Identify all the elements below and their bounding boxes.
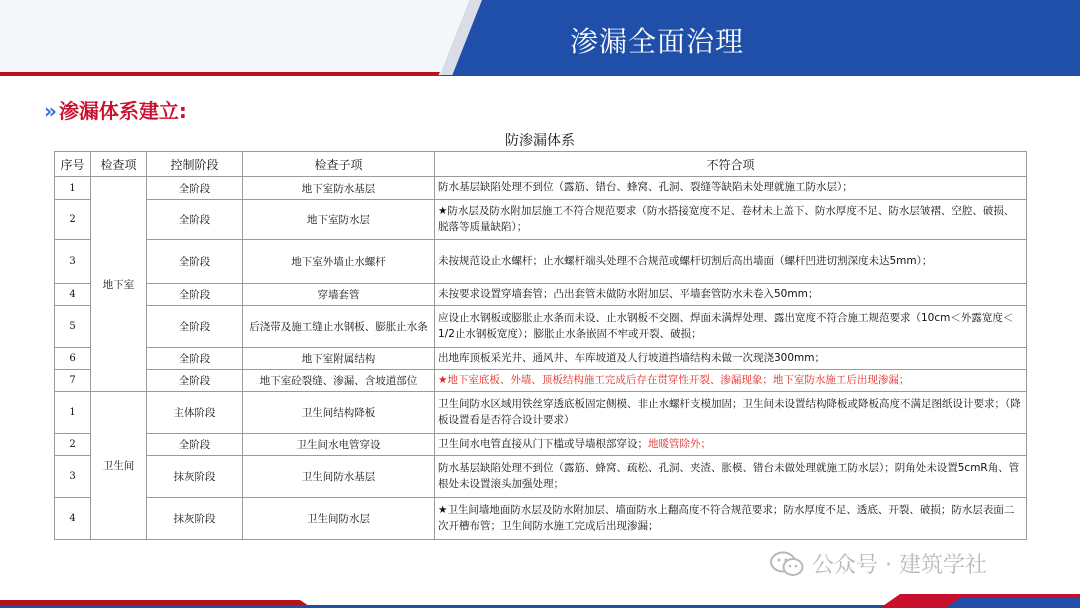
watermark <box>770 548 987 579</box>
row-subitem: 地下室附属结构 <box>243 348 435 370</box>
chevron-icon: » <box>44 99 57 123</box>
row-no: 5 <box>55 306 91 348</box>
row-subitem: 穿墙套管 <box>243 284 435 306</box>
row-stage: 抹灰阶段 <box>147 456 243 498</box>
row-desc: 未按要求设置穿墙套管；凸出套管未做防水附加层、平墙套管防水未卷入50mm； <box>435 284 1027 306</box>
row-desc: ★地下室底板、外墙、顶板结构施工完成后存在贯穿性开裂、渗漏现象；地下室防水施工后出现渗漏； <box>435 370 1027 392</box>
row-desc: 未按规范设止水螺杆；止水螺杆端头处理不合规范或螺杆切割后高出墙面（螺杆凹进切割深度未达5mm）； <box>435 240 1027 284</box>
table-row <box>55 392 1027 434</box>
section-title: 渗漏体系建立: <box>58 99 187 123</box>
row-stage: 主体阶段 <box>147 392 243 434</box>
row-subitem: 卫生间水电管穿设 <box>243 434 435 456</box>
table-row <box>55 456 1027 498</box>
row-desc: ★防水层及防水附加层施工不符合规范要求（防水搭接宽度不足、卷材未上盖下、防水厚度不足、防水层皱褶、空腔、破损、脱落等质量缺陷）； <box>435 200 1027 240</box>
table-row <box>55 306 1027 348</box>
table-row <box>55 284 1027 306</box>
row-stage: 全阶段 <box>147 370 243 392</box>
row-subitem: 地下室砼裂缝、渗漏、含坡道部位 <box>243 370 435 392</box>
row-no: 3 <box>55 456 91 498</box>
footer-graphic <box>0 578 1080 608</box>
row-subitem: 卫生间结构降板 <box>243 392 435 434</box>
row-subitem: 地下室外墙止水螺杆 <box>243 240 435 284</box>
table-row <box>55 434 1027 456</box>
row-subitem: 地下室防水层 <box>243 200 435 240</box>
table-row <box>55 200 1027 240</box>
header-item: 检查项 <box>91 152 147 177</box>
table-header-row <box>55 152 1027 177</box>
header-no: 序号 <box>55 152 91 177</box>
row-stage: 全阶段 <box>147 200 243 240</box>
row-stage: 全阶段 <box>147 434 243 456</box>
title-banner <box>0 0 1080 76</box>
row-desc: 卫生间防水区域用铁丝穿透底板固定侧模、非止水螺杆支模加固；卫生间未设置结构降板或降板高度不满足图纸设计要求；（降板设置看是否符合设计要求） <box>435 392 1027 434</box>
table-row <box>55 240 1027 284</box>
row-no: 2 <box>55 200 91 240</box>
row-stage: 全阶段 <box>147 240 243 284</box>
row-subitem: 卫生间防水基层 <box>243 456 435 498</box>
row-no: 1 <box>55 177 91 200</box>
row-no: 4 <box>55 498 91 540</box>
row-stage: 全阶段 <box>147 177 243 200</box>
row-desc: 出地库顶板采光井、通风井、车库坡道及人行坡道挡墙结构未做一次现浇300mm； <box>435 348 1027 370</box>
watermark-text: 公众号 · 建筑学社 <box>812 553 987 578</box>
anti-leak-table <box>54 151 1027 540</box>
group-name: 地下室 <box>91 177 147 392</box>
row-no: 2 <box>55 434 91 456</box>
row-desc: 防水基层缺陷处理不到位（露筋、错台、蜂窝、孔洞、裂缝等缺陷未处理就施工防水层）； <box>435 177 1027 200</box>
row-desc: 卫生间水电管直接从门下槛或导墙根部穿设；地暖管除外； <box>435 434 1027 456</box>
row-desc: 应设止水钢板或膨胀止水条而未设、止水钢板不交圈、焊面未满焊处理、露出宽度不符合施工规范要求（10cm＜外露宽度＜1/2止水钢板宽度）；膨胀止水条嵌固不牢或开裂、破损； <box>435 306 1027 348</box>
group-name: 卫生间 <box>91 392 147 540</box>
table-row <box>55 177 1027 200</box>
table-row <box>55 370 1027 392</box>
header-subitem: 检查子项 <box>243 152 435 177</box>
row-no: 7 <box>55 370 91 392</box>
table-row <box>55 348 1027 370</box>
table-title: 防渗漏体系 <box>505 133 575 149</box>
row-no: 4 <box>55 284 91 306</box>
row-subitem: 后浇带及施工缝止水钢板、膨胀止水条 <box>243 306 435 348</box>
page-title: 渗漏全面治理 <box>570 25 745 58</box>
section-heading <box>44 95 187 124</box>
row-subitem: 地下室防水基层 <box>243 177 435 200</box>
row-stage: 全阶段 <box>147 284 243 306</box>
header-nonconformity: 不符合项 <box>435 152 1027 177</box>
row-no: 3 <box>55 240 91 284</box>
row-no: 1 <box>55 392 91 434</box>
header-stage: 控制阶段 <box>147 152 243 177</box>
row-desc: 防水基层缺陷处理不到位（露筋、蜂窝、疏松、孔洞、夹渣、胀模、错台未做处理就施工防水层）；阴角处未设置5cmR角、管根处未设置滚头加强处理； <box>435 456 1027 498</box>
footer-band <box>0 578 1080 608</box>
wechat-icon <box>770 551 804 577</box>
row-no: 6 <box>55 348 91 370</box>
table-row <box>55 498 1027 540</box>
row-stage: 全阶段 <box>147 306 243 348</box>
row-stage: 抹灰阶段 <box>147 498 243 540</box>
row-stage: 全阶段 <box>147 348 243 370</box>
banner-graphic <box>0 0 1080 76</box>
row-desc: ★卫生间墙地面防水层及防水附加层、墙面防水上翻高度不符合规范要求；防水厚度不足、透底、开裂、破损；防水层表面二次开槽布管；卫生间防水施工完成后出现渗漏； <box>435 498 1027 540</box>
row-subitem: 卫生间防水层 <box>243 498 435 540</box>
